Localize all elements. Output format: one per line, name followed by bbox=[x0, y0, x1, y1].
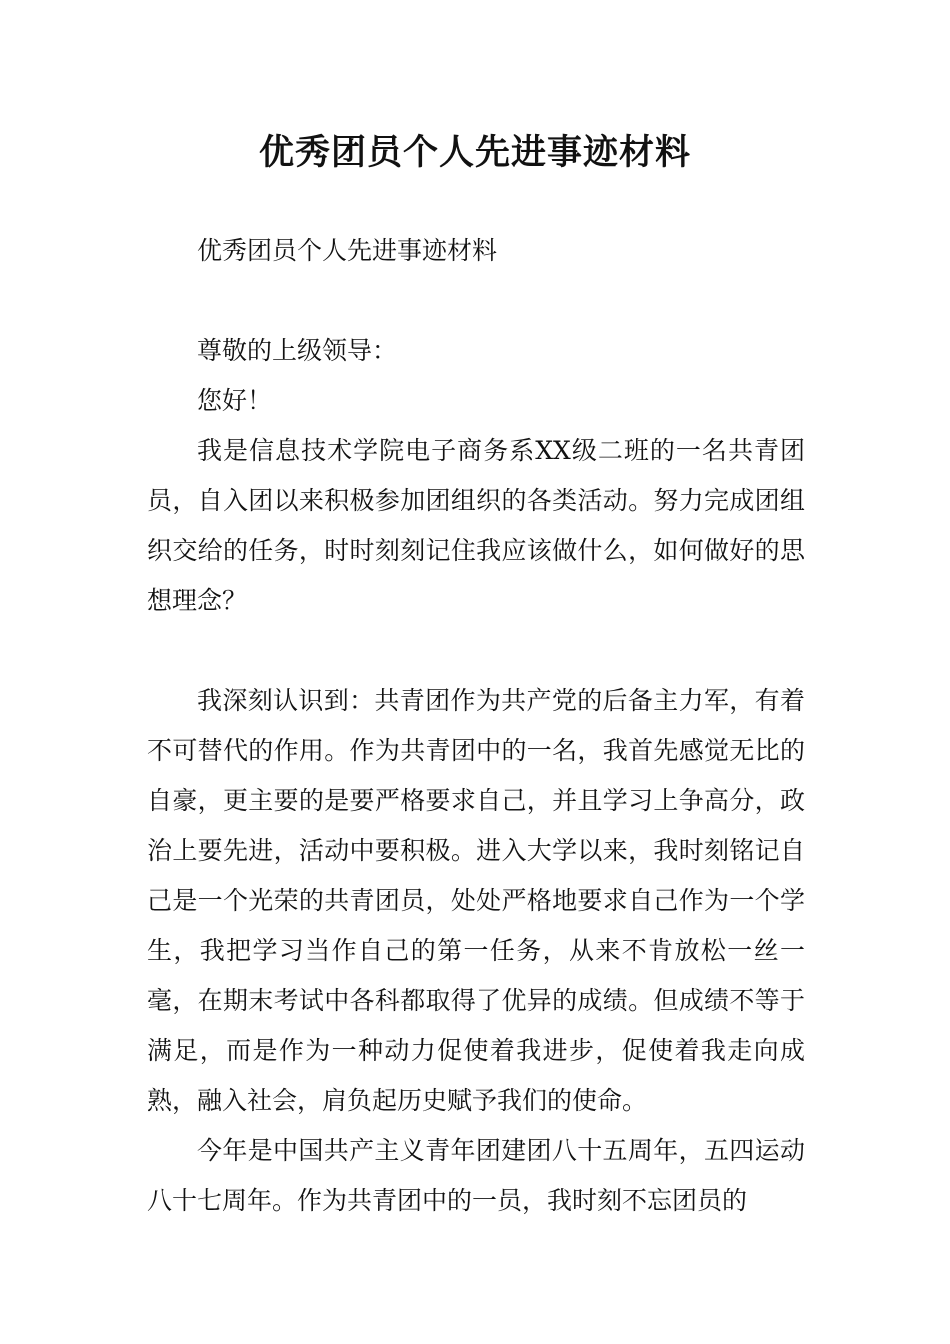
greeting: 您好！ bbox=[197, 386, 273, 415]
salutation: 尊敬的上级领导： bbox=[197, 336, 398, 365]
paragraph-2: 我深刻认识到：共青团作为共产党的后备主力军，有着不可替代的作用。作为共青团中的一名，我首先感觉无比的自豪，更主要的是要严格要求自己，并且学习上争高分，政治上要先进，活动中要积极。进入大学以来，我时刻铭记自己是一个光荣的共青团员，处处严格地要求自己作为一个学生，我把学习当作自己的第一任务，从来不肯放松一丝一毫，在期末考试中各科都取得了优异的成绩。但成绩不等于满足，而是作为一种动力促使着我进步，促使着我走向成熟，融入社会，肩负起历史赋予我们的使命。 bbox=[147, 686, 805, 1115]
paragraph-1: 我是信息技术学院电子商务系XX级二班的一名共青团员，自入团以来积极参加团组织的各类活动。努力完成团组织交给的任务，时时刻刻记住我应该做什么，如何做好的思想理念？ bbox=[147, 436, 805, 615]
document-subtitle: 优秀团员个人先进事迹材料 bbox=[197, 236, 498, 265]
document-title: 优秀团员个人先进事迹材料 bbox=[258, 132, 691, 173]
paragraph-3: 今年是中国共产主义青年团建团八十五周年，五四运动八十七周年。作为共青团中的一员，我时刻不忘团员的 bbox=[147, 1136, 805, 1215]
